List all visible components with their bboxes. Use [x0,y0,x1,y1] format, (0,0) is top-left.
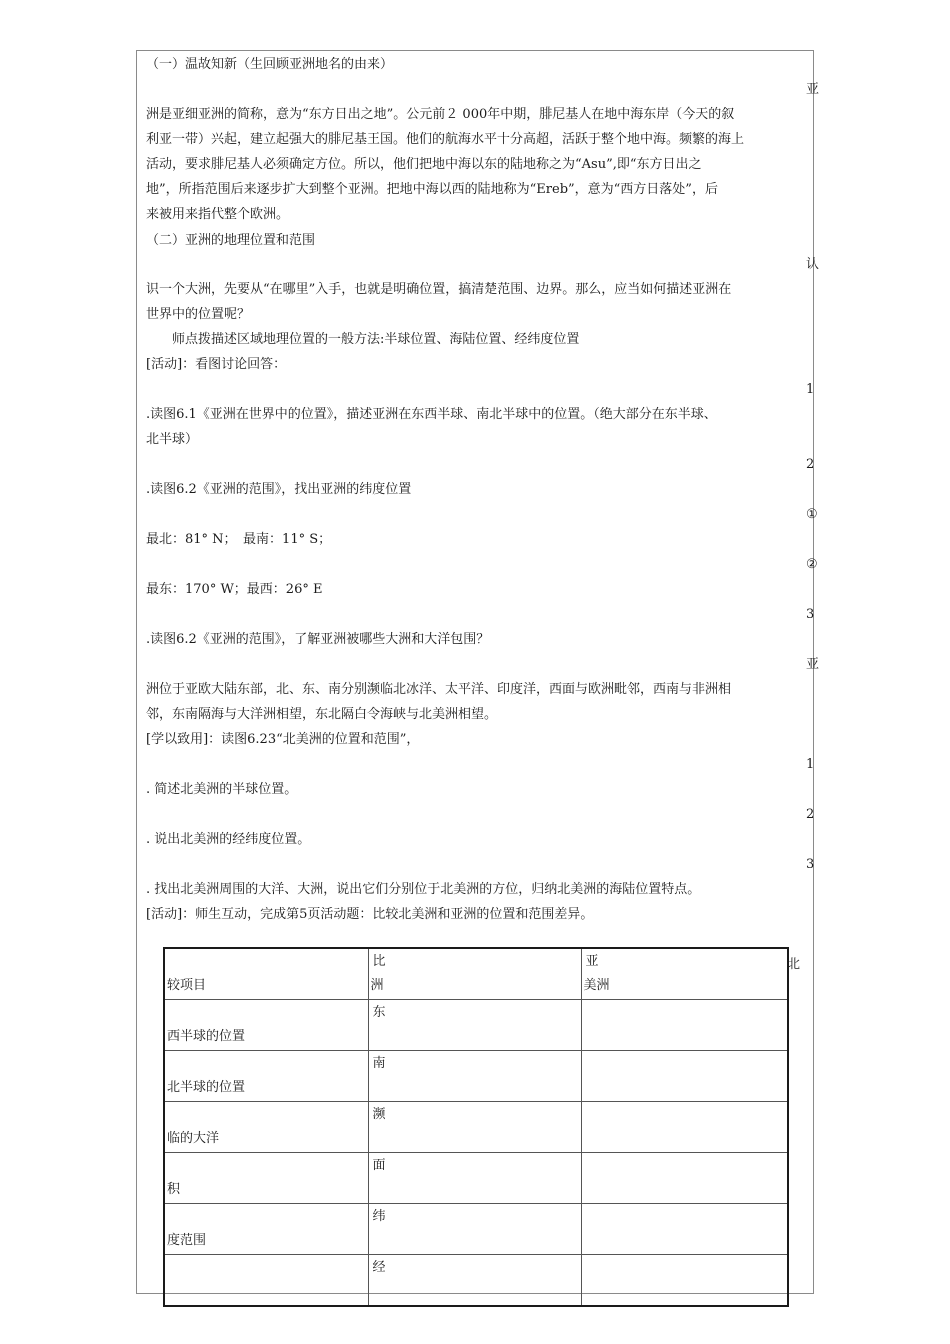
margin-marker: 认 [806,257,820,272]
table-overflow-char: 北 [787,957,801,972]
text-line: . 说出北美洲的经纬度位置。 [146,832,311,847]
cell-text: 度范围 [167,1233,207,1248]
cell-text: 南 [372,1056,386,1071]
text-line: 利亚一带）兴起，建立起强大的腓尼基王国。他们的航海水平十分高超，活跃于整个地中海。频繁的海上 [146,132,745,147]
text-line: . 找出北美洲周围的大洋、大洲，说出它们分别位于北美洲的方位，归纳北美洲的海陆位置特点。 [146,882,701,897]
cell-text: 较项目 [167,978,207,993]
margin-marker: 3 [806,607,815,622]
cell-text: 洲 [370,978,384,993]
table-row [164,1102,788,1153]
margin-marker: 2 [806,457,815,472]
table-cell-asia [368,1051,581,1102]
cell-text: 面 [372,1158,386,1173]
text-line: 来被用来指代整个欧洲。 [146,207,290,222]
table-row [164,948,788,1000]
cell-text: 西半球的位置 [167,1029,246,1044]
table-row [164,1000,788,1051]
text-line: 洲位于亚欧大陆东部，北、东、南分别濒临北冰洋、太平洋、印度洋，西面与欧洲毗邻，西南与非洲相 [146,682,732,697]
table-cell-label [164,1255,368,1307]
margin-marker: ① [806,507,818,522]
table-cell-na [581,1051,788,1102]
text-line: [活动]：师生互动，完成第5页活动题：比较北美洲和亚洲的位置和范围差异。 [146,907,594,922]
margin-marker: 1 [806,382,815,397]
table-cell-asia [368,1204,581,1255]
table-cell-na [581,1000,788,1051]
text-line: 北半球） [146,432,199,447]
table-row [164,1051,788,1102]
table-cell-label [164,948,368,1000]
text-line: 最东：170° W；最西：26° E [146,582,323,597]
table-cell-label [164,1102,368,1153]
table-cell-na [581,948,788,1000]
margin-marker: 2 [806,807,815,822]
text-line: [学以致用]：读图6.23“北美洲的位置和范围”， [146,732,420,747]
cell-text: 美洲 [583,978,610,993]
text-line: .读图6.2《亚洲的范围》，了解亚洲被哪些大洲和大洋包围？ [146,632,490,647]
cell-text: 临的大洋 [167,1131,220,1146]
table-cell-label [164,1153,368,1204]
margin-marker: 3 [806,857,815,872]
cell-text: 濒 [372,1107,386,1122]
text-line: .读图6.1《亚洲在世界中的位置》，描述亚洲在东西半球、南北半球中的位置。（绝大部分在东半球、 [146,407,717,422]
cell-text: 经 [372,1260,386,1275]
text-line: 邻，东南隔海与大洋洲相望，东北隔白令海峡与北美洲相望。 [146,707,498,722]
text-line: （一）温故知新（生回顾亚洲地名的由来） [146,57,394,72]
cell-text: 积 [167,1182,181,1197]
table-cell-na [581,1102,788,1153]
text-line: 最北：81° N； 最南：11° S； [146,532,332,547]
table-cell-label [164,1051,368,1102]
margin-marker: 亚 [806,82,820,97]
table-cell-na [581,1153,788,1204]
text-line: . 简述北美洲的半球位置。 [146,782,298,797]
table-cell-asia [368,948,581,1000]
margin-marker: 亚 [806,657,820,672]
text-line: 世界中的位置呢？ [146,307,251,322]
table-cell-na [581,1255,788,1307]
margin-marker: ② [806,557,818,572]
text-line: .读图6.2《亚洲的范围》，找出亚洲的纬度位置 [146,482,412,497]
text-line: 活动，要求腓尼基人必须确定方位。所以，他们把地中海以东的陆地称之为“Asu”,即“东方日出之 [146,157,702,172]
table-cell-label [164,1000,368,1051]
table-row [164,1204,788,1255]
text-line: 洲是亚细亚洲的简称，意为“东方日出之地”。公元前２ 000年中期，腓尼基人在地中海东岸（今天的叙 [146,107,735,122]
cell-text: 比 [372,954,386,969]
table-cell-asia [368,1000,581,1051]
table-cell-label [164,1204,368,1255]
comparison-table [163,947,789,1307]
table-cell-asia [368,1102,581,1153]
table-row [164,1153,788,1204]
table-row [164,1255,788,1307]
table-cell-na [581,1204,788,1255]
text-line: 师点拨描述区域地理位置的一般方法:半球位置、海陆位置、经纬度位置 [172,332,580,347]
cell-text: 亚 [585,954,599,969]
text-line: [活动]：看图讨论回答： [146,357,287,372]
margin-marker: 1 [806,757,815,772]
text-line: 地”，所指范围后来逐步扩大到整个亚洲。把地中海以西的陆地称为“Ereb”，意为“西方日落处”，后 [146,182,718,197]
table-cell-asia [368,1255,581,1307]
table-cell-asia [368,1153,581,1204]
text-line: 识一个大洲，先要从“在哪里”入手，也就是明确位置，搞清楚范围、边界。那么，应当如何描述亚洲在 [146,282,732,297]
cell-text: 北半球的位置 [167,1080,246,1095]
cell-text: 纬 [372,1209,386,1224]
text-line: （二）亚洲的地理位置和范围 [146,233,316,248]
cell-text: 东 [372,1005,386,1020]
